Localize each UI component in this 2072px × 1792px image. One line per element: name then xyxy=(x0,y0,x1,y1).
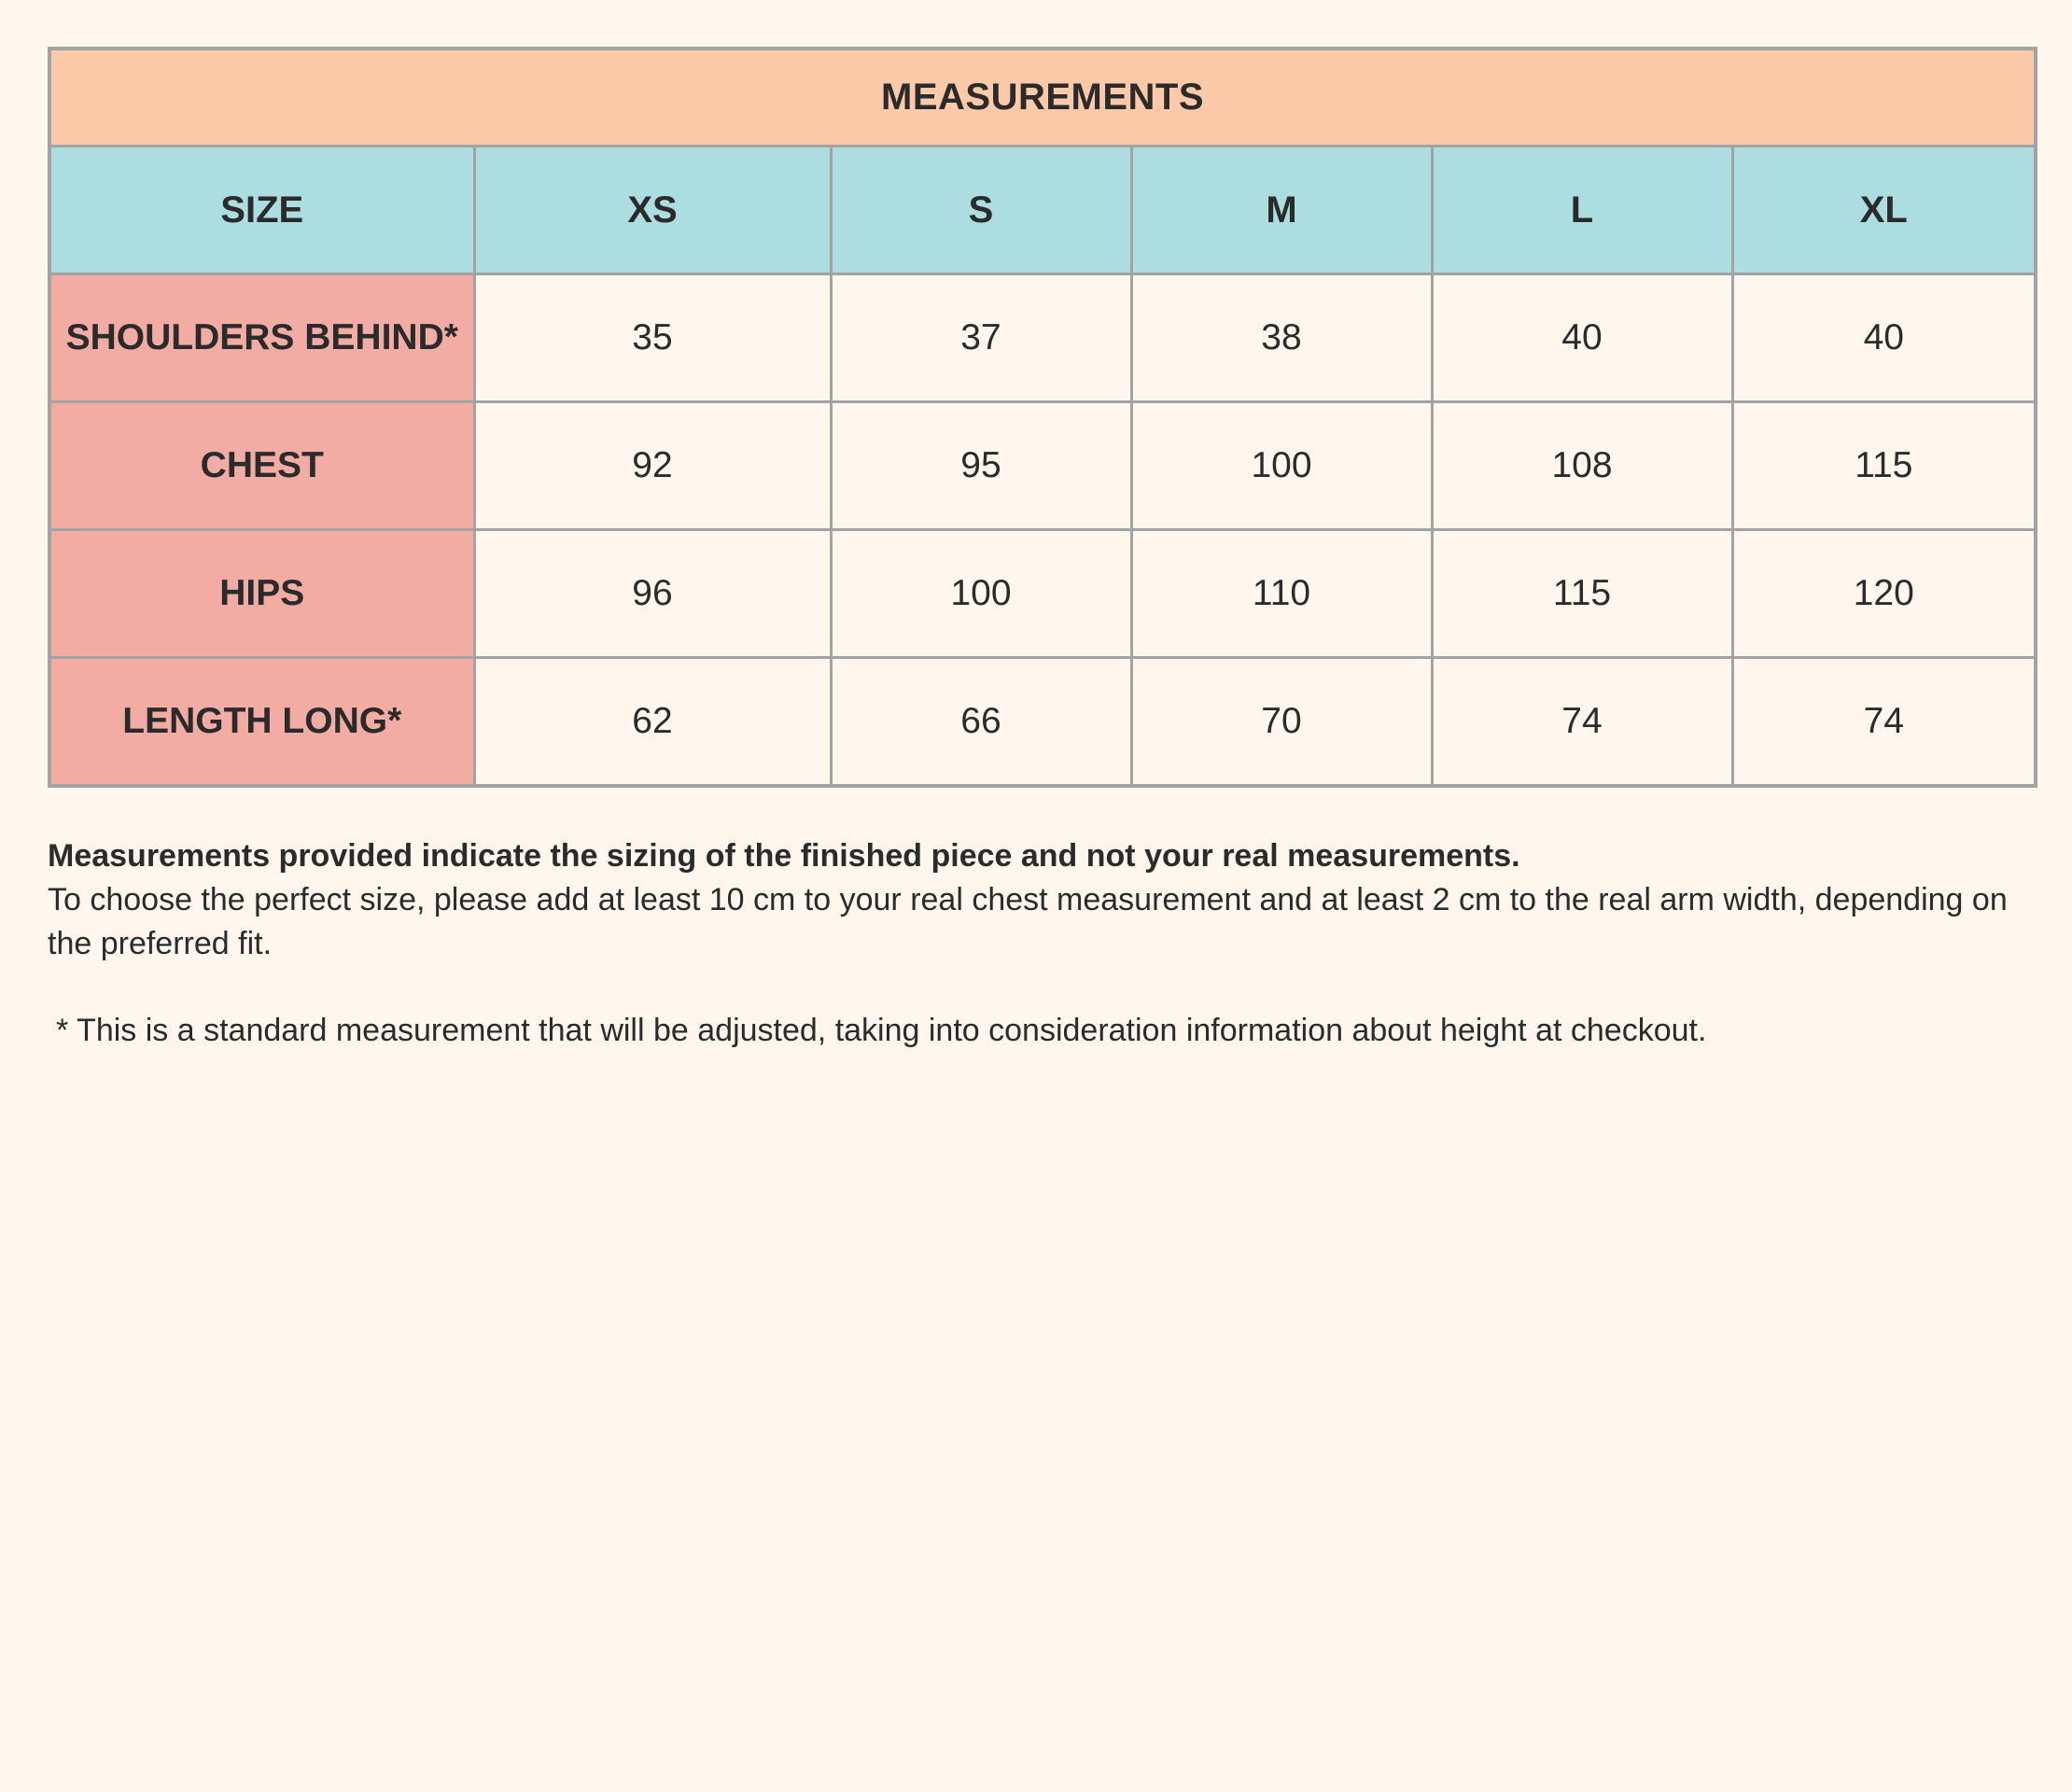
measurement-notes xyxy=(48,834,2034,1053)
table-cell: 35 xyxy=(474,274,831,402)
table-cell: 62 xyxy=(474,658,831,787)
table-cell: 108 xyxy=(1432,402,1732,530)
size-chart xyxy=(48,47,2034,1053)
size-header-xs: XS xyxy=(474,147,831,274)
size-header-label: SIZE xyxy=(49,147,474,274)
table-cell: 95 xyxy=(831,402,1131,530)
table-row-hips xyxy=(49,530,2036,658)
table-cell: 66 xyxy=(831,658,1131,787)
table-cell: 100 xyxy=(1131,402,1432,530)
table-cell: 40 xyxy=(1732,274,2036,402)
table-cell: 100 xyxy=(831,530,1131,658)
fit-advice-note: To choose the perfect size, please add at least 10 cm to your real chest measurement and at least 2 cm to the real arm width, depending on the preferred fit. xyxy=(48,882,2008,961)
table-cell: 110 xyxy=(1131,530,1432,658)
table-row-shoulders xyxy=(49,274,2036,402)
table-cell: 40 xyxy=(1432,274,1732,402)
table-row-chest xyxy=(49,402,2036,530)
size-header-xl: XL xyxy=(1732,147,2036,274)
table-cell: 115 xyxy=(1432,530,1732,658)
table-cell: 120 xyxy=(1732,530,2036,658)
size-header-m: M xyxy=(1131,147,1432,274)
table-cell: 96 xyxy=(474,530,831,658)
table-cell: 115 xyxy=(1732,402,2036,530)
table-cell: 74 xyxy=(1732,658,2036,787)
size-header-s: S xyxy=(831,147,1131,274)
table-cell: 74 xyxy=(1432,658,1732,787)
table-cell: 38 xyxy=(1131,274,1432,402)
size-header-row xyxy=(49,147,2036,274)
row-label: CHEST xyxy=(49,402,474,530)
measurements-table xyxy=(48,47,2037,788)
table-cell: 70 xyxy=(1131,658,1432,787)
finished-piece-note: Measurements provided indicate the sizing of the finished piece and not your real measurements. xyxy=(48,838,1520,874)
table-title-row xyxy=(49,49,2036,147)
table-title: MEASUREMENTS xyxy=(49,49,2036,147)
height-footnote: * This is a standard measurement that will be adjusted, taking into consideration information about height at checkout. xyxy=(56,1013,1707,1048)
table-row-length xyxy=(49,658,2036,787)
size-header-l: L xyxy=(1432,147,1732,274)
table-cell: 92 xyxy=(474,402,831,530)
row-label: HIPS xyxy=(49,530,474,658)
table-cell: 37 xyxy=(831,274,1131,402)
row-label: LENGTH LONG* xyxy=(49,658,474,787)
row-label: SHOULDERS BEHIND* xyxy=(49,274,474,402)
